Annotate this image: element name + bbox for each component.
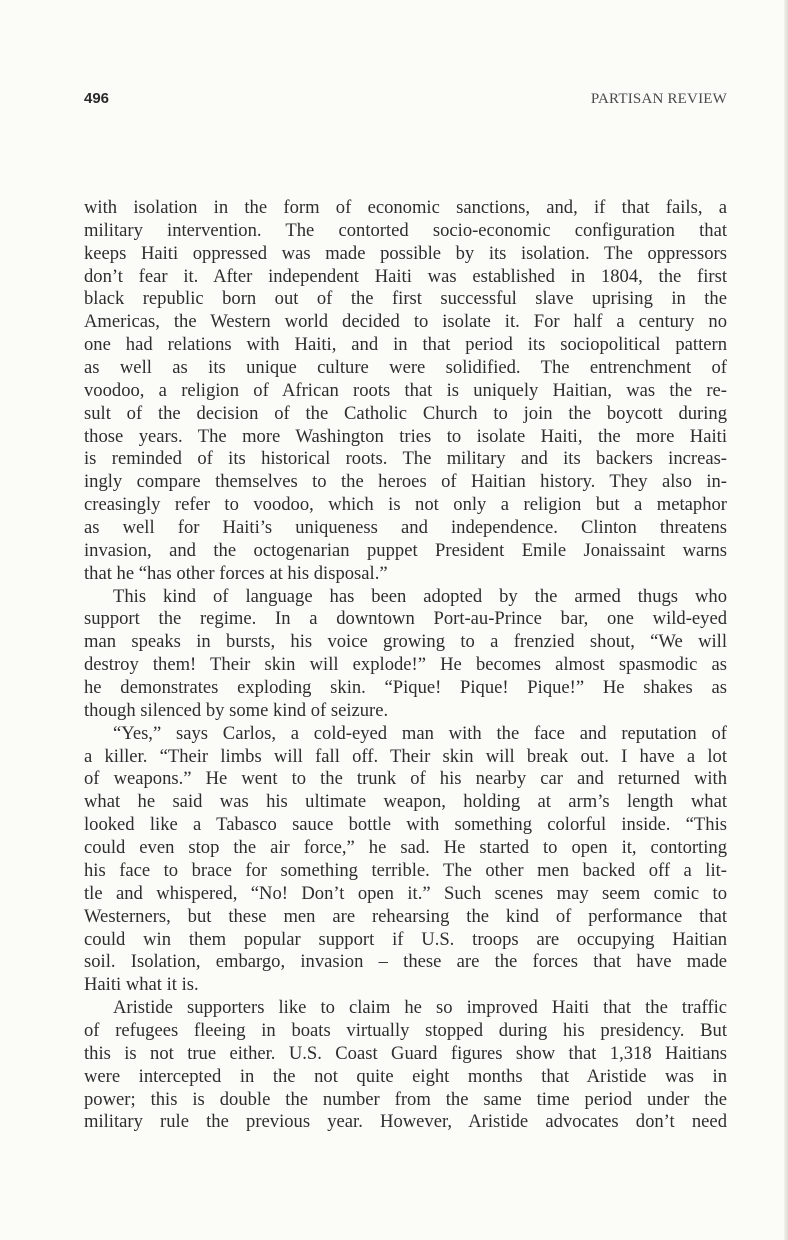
text-line: invasion, and the octogenarian puppet President Emile Jonaissaint warns — [84, 539, 727, 561]
text-line: his face to brace for something terrible. The other men backed off a lit- — [84, 859, 727, 881]
text-line: power; this is double the number from the same time period under the — [84, 1088, 727, 1110]
text-line: as well for Haiti’s uniqueness and independence. Clinton threatens — [84, 517, 727, 539]
text-line: Americas, the Western world decided to isolate it. For half a century no — [84, 311, 727, 333]
text-line: “Yes,” says Carlos, a cold-eyed man with the face and reputation of — [113, 722, 727, 744]
text-line: of refugees fleeing in boats virtually stopped during his presidency. But — [84, 1019, 727, 1041]
text-line: Westerners, but these men are rehearsing the kind of performance that — [84, 905, 727, 927]
text-line: tle and whispered, “No! Don’t open it.” Such scenes may seem comic to — [84, 882, 727, 904]
running-head: PARTISAN REVIEW — [590, 91, 727, 107]
text-line: creasingly refer to voodoo, which is not only a religion but a metaphor — [84, 494, 727, 516]
text-line: as well as its unique culture were solidified. The entrenchment of — [84, 357, 727, 379]
text-line: that he “has other forces at his disposal.” — [84, 562, 388, 584]
text-line: is reminded of its historical roots. The military and its backers increas- — [84, 448, 727, 470]
text-line: military rule the previous year. However, Aristide advocates don’t need — [84, 1111, 727, 1133]
text-line: keeps Haiti oppressed was made possible by its isolation. The oppressors — [84, 242, 727, 264]
paragraph — [84, 723, 727, 997]
text-line: were intercepted in the not quite eight months that Aristide was in — [84, 1065, 727, 1087]
text-line: ingly compare themselves to the heroes of Haitian history. They also in- — [84, 471, 727, 493]
text-line: one had relations with Haiti, and in that period its sociopolitical pattern — [84, 334, 727, 356]
text-line: man speaks in bursts, his voice growing to a frenzied shout, “We will — [84, 631, 727, 653]
text-line: this is not true either. U.S. Coast Guard figures show that 1,318 Haitians — [84, 1042, 727, 1064]
text-line: Haiti what it is. — [84, 974, 199, 996]
text-line: military intervention. The contorted socio-economic configuration that — [84, 219, 727, 241]
body-text — [84, 197, 727, 1134]
text-line: don’t fear it. After independent Haiti was established in 1804, the first — [84, 265, 727, 287]
paragraph — [84, 586, 727, 723]
text-line: soil. Isolation, embargo, invasion – these are the forces that have made — [84, 951, 727, 973]
text-line: This kind of language has been adopted by the armed thugs who — [113, 585, 727, 607]
paragraph — [84, 997, 727, 1134]
text-line: though silenced by some kind of seizure. — [84, 699, 389, 721]
text-line: sult of the decision of the Catholic Church to join the boycott during — [84, 402, 727, 424]
text-line: of weapons.” He went to the trunk of his nearby car and returned with — [84, 768, 727, 790]
text-line: support the regime. In a downtown Port-au-Prince bar, one wild-eyed — [84, 608, 727, 630]
text-line: he demonstrates exploding skin. “Pique! Pique! Pique!” He shakes as — [84, 677, 727, 699]
text-line: voodoo, a religion of African roots that is uniquely Haitian, was the re- — [84, 379, 727, 401]
text-line: a killer. “Their limbs will fall off. Their skin will break out. I have a lot — [84, 745, 727, 767]
text-line: destroy them! Their skin will explode!” He becomes almost spasmodic as — [84, 654, 727, 676]
text-line: could win them popular support if U.S. troops are occupying Haitian — [84, 928, 727, 950]
page-number: 496 — [84, 90, 110, 107]
text-line: what he said was his ultimate weapon, holding at arm’s length what — [84, 791, 727, 813]
text-line: looked like a Tabasco sauce bottle with something colorful inside. “This — [84, 814, 727, 836]
text-line: with isolation in the form of economic sanctions, and, if that fails, a — [84, 197, 727, 218]
text-line: could even stop the air force,” he sad. He started to open it, contorting — [84, 837, 727, 859]
scan-page-edge — [784, 0, 788, 1240]
text-line: black republic born out of the first successful slave uprising in the — [84, 288, 727, 310]
paragraph — [84, 197, 727, 586]
text-line: Aristide supporters like to claim he so improved Haiti that the traffic — [113, 997, 727, 1019]
text-line: those years. The more Washington tries to isolate Haiti, the more Haiti — [84, 425, 727, 447]
